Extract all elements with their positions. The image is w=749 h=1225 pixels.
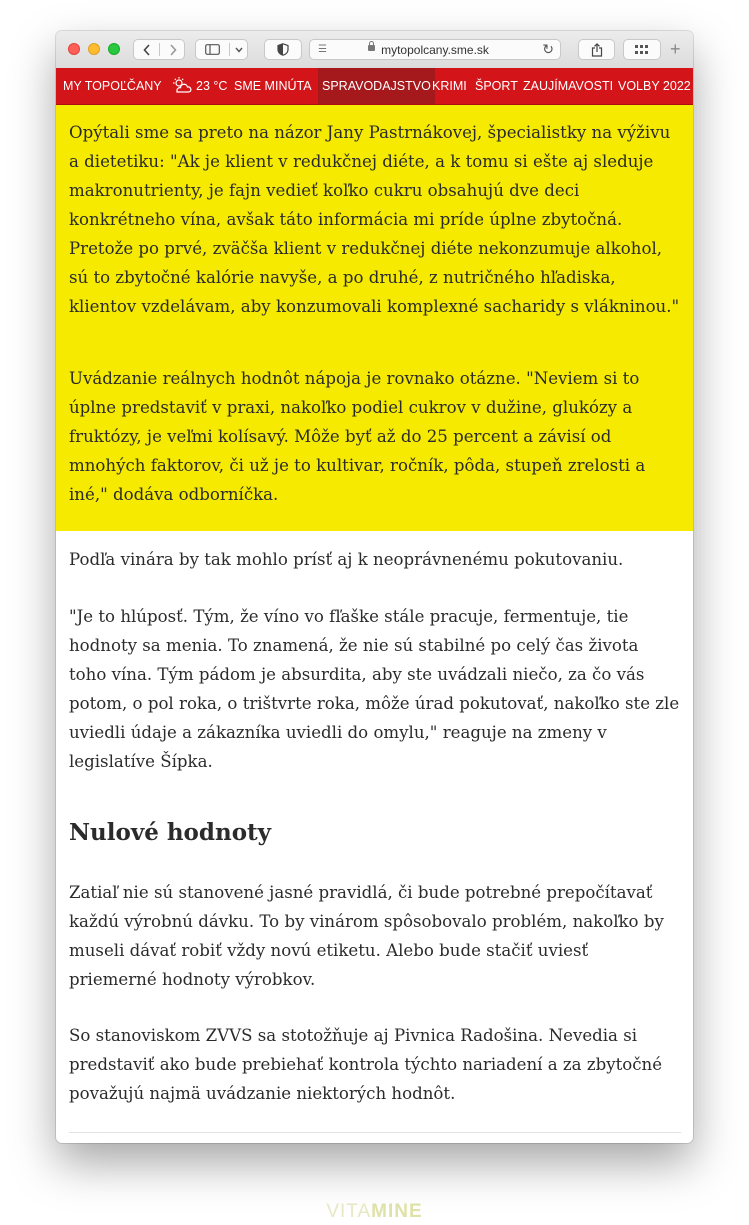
nav-item-sport[interactable]: ŠPORT <box>475 79 518 93</box>
chevron-left-icon <box>143 44 151 56</box>
browser-toolbar <box>56 31 693 69</box>
new-tab-button[interactable]: + <box>670 39 681 59</box>
history-nav-buttons <box>133 39 185 60</box>
section-heading: Nulové hodnoty <box>69 819 272 846</box>
site-navigation <box>56 68 693 105</box>
nav-item-sme-minuta[interactable]: SME MINÚTA <box>234 79 312 93</box>
chevron-down-icon <box>235 47 243 53</box>
browser-window <box>56 31 693 1143</box>
article-paragraph: "Je to hlúposť. Tým, že víno vo fľaške stále pracuje, fermentuje, tie hodnoty sa menia. To znamená, že nie sú stabilné po celý čas života toho vína. Tým pádom je absurdita, aby ste uvádzali niečo, za čo vás potom, o pol roka, o trištvrte roka, môže úrad pokutovať, nakoľko ste zle uviedli údaje a zákazníka uviedli do omylu," reaguje na zmeny v legislatíve Šípka. <box>69 607 680 771</box>
grid-icon <box>635 45 649 55</box>
sidebar-menu-button[interactable] <box>230 40 248 59</box>
watermark-part-1: VITA <box>326 1201 372 1222</box>
watermark-part-2: MINE <box>371 1201 423 1222</box>
nav-item-zaujimavosti[interactable]: ZAUJÍMAVOSTI <box>523 79 614 93</box>
nav-item-weather[interactable] <box>171 68 227 104</box>
nav-item-spravodajstvo[interactable]: SPRAVODAJSTVO <box>318 68 435 104</box>
section-divider <box>69 1132 681 1133</box>
sidebar-toggle-button[interactable] <box>196 40 229 59</box>
chevron-right-icon <box>169 44 177 56</box>
nav-item-volby-2022[interactable]: VOLBY 2022 <box>618 79 691 93</box>
nav-weather-temperature: 23 °C <box>196 79 228 93</box>
article-paragraph: Opýtali sme sa preto na názor Jany Pastrnákovej, špecialistky na výživu a dietetiku: "Ak je klient v redukčnej diéte, a k tomu si ešte aj sleduje makronutrienty, je fajn vedieť koľko cukru obsahujú dve deci konkrétneho vína, avšak táto informácia mi príde úplne zbytočná. Pretože po prvé, zväčša klient v redukčnej diéte nekonzumuje alkohol, sú to zbytočné kalórie navyše, a po druhé, z nutričného hľadiska, klientov vzdelávam, aby konzumovali komplexné sacharidy s vlákninou." <box>69 123 680 316</box>
shield-icon <box>277 43 289 56</box>
nav-item-my-topolcany[interactable]: MY TOPOĽČANY <box>63 79 162 93</box>
forward-button[interactable] <box>160 40 185 59</box>
share-icon <box>591 43 603 57</box>
article-paragraph: Zatiaľ nie sú stanovené jasné pravidlá, či bude potrebné prepočítavať každú výrobnú dávku. To by vinárom spôsobovalo problém, nakoľko by museli dávať robiť vždy novú etiketu. Alebo bude stačiť uviesť priemerné hodnoty výrobkov. <box>69 883 664 989</box>
sidebar-icon <box>205 44 220 55</box>
minimize-window-button[interactable] <box>88 43 100 55</box>
article-paragraph: Podľa vinára by tak mohlo prísť aj k neoprávnenému pokutovaniu. <box>69 550 624 569</box>
article-paragraph: Uvádzanie reálnych hodnôt nápoja je rovnako otázne. "Neviem si to úplne predstaviť v praxi, nakoľko podiel cukrov v dužine, glukózy a fruktózy, je veľmi kolísavý. Môže byť až do 25 percent a závisí od mnohých faktorov, či už je to kultivar, ročník, pôda, stupeň zrelosti a iné," dodáva odborníčka. <box>69 369 646 504</box>
article-paragraph: So stanoviskom ZVVS sa stotožňuje aj Pivnica Radošina. Nevedia si predstaviť ako bude prebiehať kontrola týchto nariadení a za zbytočné považujú najmä uvádzanie niektorých hodnôt. <box>69 1026 663 1103</box>
weather-cloud-sun-icon <box>171 77 193 93</box>
address-url: mytopolcany.sme.sk <box>381 43 489 57</box>
sidebar-controls <box>195 39 248 60</box>
close-window-button[interactable] <box>68 43 80 55</box>
reload-icon[interactable]: ↻ <box>542 41 554 57</box>
nav-item-krimi[interactable]: KRIMI <box>432 79 467 93</box>
zoom-window-button[interactable] <box>108 43 120 55</box>
back-button[interactable] <box>134 40 159 59</box>
reader-view-icon[interactable]: ☰ <box>318 44 327 55</box>
tab-overview-button[interactable] <box>623 39 661 60</box>
vitamine-watermark <box>0 1201 749 1223</box>
share-button[interactable] <box>578 39 615 60</box>
privacy-report-button[interactable] <box>264 39 302 60</box>
address-bar[interactable] <box>309 39 561 60</box>
